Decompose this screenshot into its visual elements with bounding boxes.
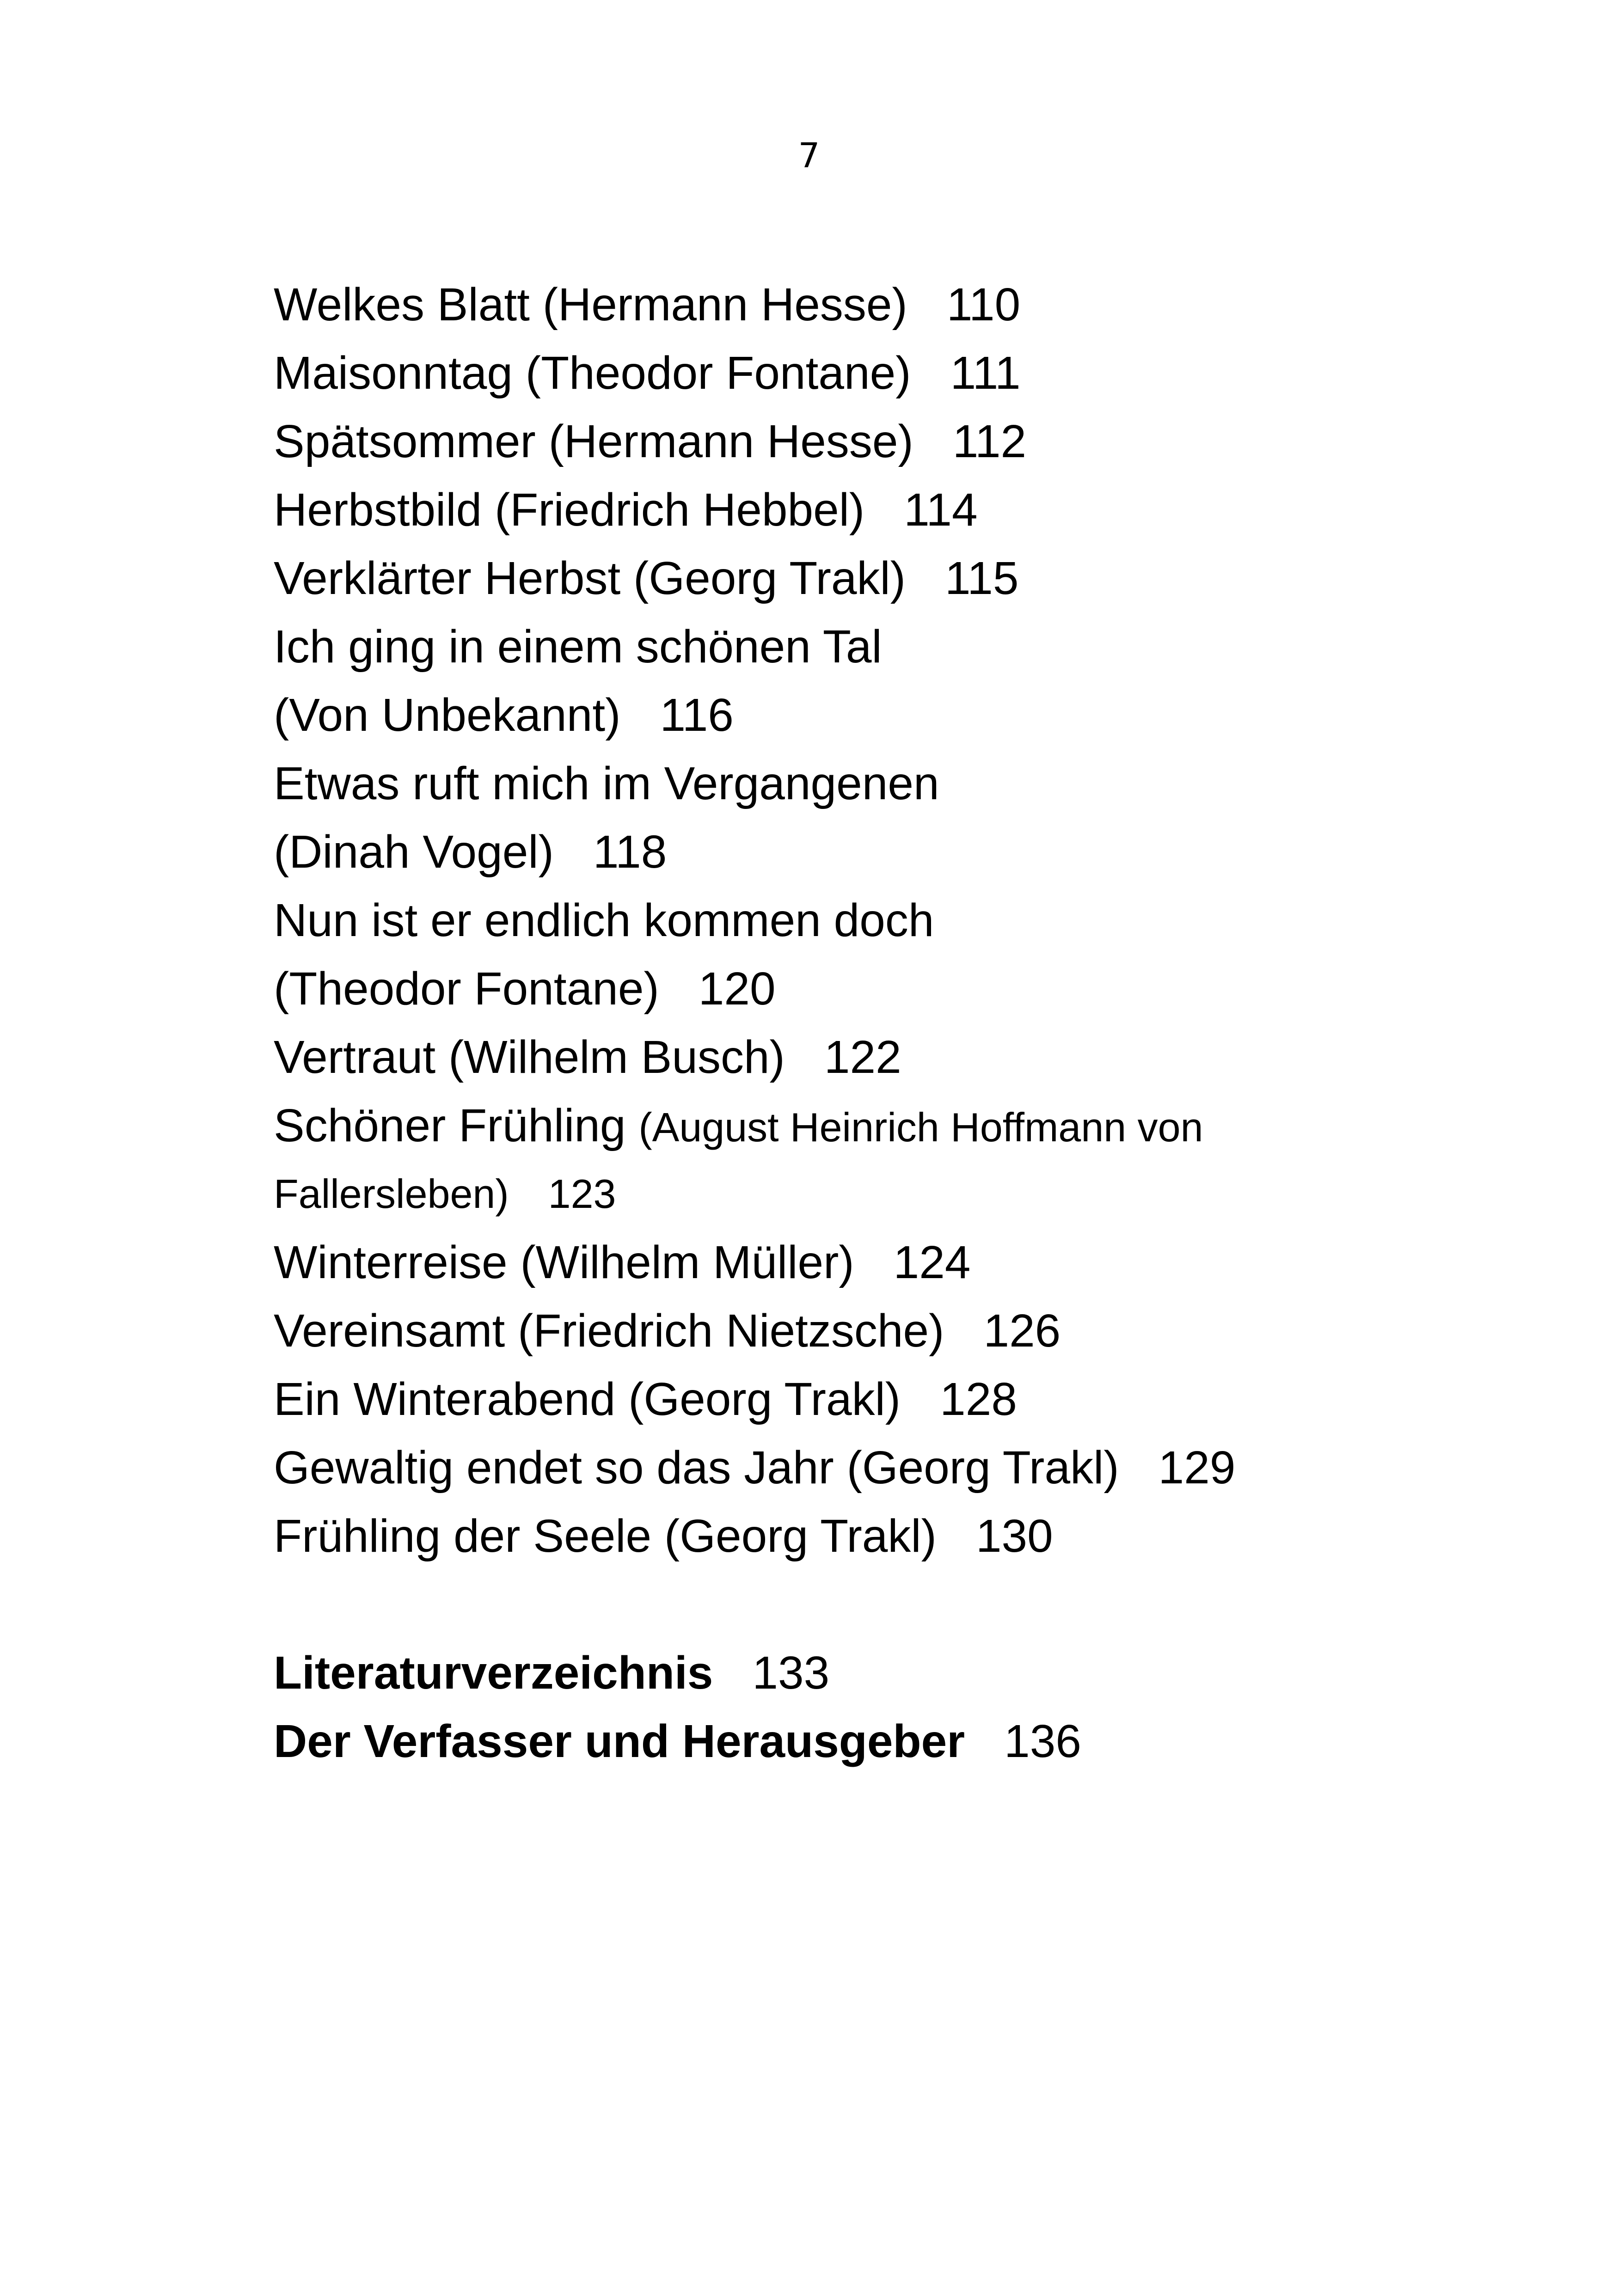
toc-section bbox=[274, 1639, 1568, 1707]
entry-title: Vereinsamt (Friedrich Nietzsche) bbox=[274, 1305, 944, 1357]
entry-page: 118 bbox=[593, 826, 667, 878]
section-page: 133 bbox=[752, 1647, 830, 1699]
entry-page: 114 bbox=[904, 484, 978, 536]
entry-title: (Dinah Vogel) bbox=[274, 826, 554, 878]
entry-page: 112 bbox=[952, 416, 1027, 467]
entry-title: Verklärter Herbst (Georg Trakl) bbox=[274, 552, 906, 604]
entry-title: Welkes Blatt (Hermann Hesse) bbox=[274, 279, 907, 331]
toc-entry bbox=[274, 749, 1568, 818]
entry-title: Vertraut (Wilhelm Busch) bbox=[274, 1031, 785, 1083]
toc-entry bbox=[274, 1502, 1568, 1570]
entry-page: 115 bbox=[945, 552, 1019, 604]
entry-title: Winterreise (Wilhelm Müller) bbox=[274, 1237, 854, 1288]
toc-entry bbox=[274, 681, 1568, 749]
entry-page: 122 bbox=[824, 1031, 901, 1083]
toc-section bbox=[274, 1707, 1568, 1776]
entry-page: 130 bbox=[975, 1510, 1053, 1562]
entry-title: Gewaltig endet so das Jahr (Georg Trakl) bbox=[274, 1442, 1119, 1494]
entry-page: 128 bbox=[940, 1373, 1017, 1425]
entry-page: 129 bbox=[1158, 1442, 1236, 1494]
entry-title: Ein Winterabend (Georg Trakl) bbox=[274, 1373, 901, 1425]
entry-page: 124 bbox=[893, 1237, 971, 1288]
entry-page: 110 bbox=[946, 279, 1021, 331]
section-page: 136 bbox=[1004, 1715, 1081, 1767]
entry-title: Fallersleben) bbox=[274, 1171, 509, 1217]
entry-title: Herbstbild (Friedrich Hebbel) bbox=[274, 484, 865, 536]
toc-entry bbox=[274, 1091, 1568, 1160]
toc-entry bbox=[274, 955, 1568, 1023]
entry-title: Schöner Frühling bbox=[274, 1100, 626, 1151]
toc-entry bbox=[274, 1365, 1568, 1433]
section-title: Der Verfasser und Herausgeber bbox=[274, 1715, 965, 1767]
entry-title: (Von Unbekannt) bbox=[274, 689, 621, 741]
entry-title: Ich ging in einem schönen Tal bbox=[274, 621, 882, 673]
toc-entry bbox=[274, 476, 1568, 544]
toc-entry bbox=[274, 1433, 1568, 1502]
section-title: Literaturverzeichnis bbox=[274, 1647, 713, 1699]
entry-author: (August Heinrich Hoffmann von bbox=[638, 1104, 1203, 1150]
entry-page: 126 bbox=[983, 1305, 1061, 1357]
toc-entry bbox=[274, 407, 1568, 476]
toc-entry bbox=[274, 818, 1568, 886]
entry-title: Maisonntag (Theodor Fontane) bbox=[274, 347, 911, 399]
entry-title: Spätsommer (Hermann Hesse) bbox=[274, 416, 913, 467]
section-spacer bbox=[274, 1570, 1568, 1639]
toc-entry bbox=[274, 270, 1568, 339]
toc-entry bbox=[274, 1297, 1568, 1365]
entry-title: (Theodor Fontane) bbox=[274, 963, 659, 1015]
entry-page: 123 bbox=[548, 1171, 616, 1217]
page-number: 7 bbox=[798, 136, 820, 176]
toc-entry bbox=[274, 544, 1568, 612]
toc-entry bbox=[274, 1228, 1568, 1297]
entry-title: Etwas ruft mich im Vergangenen bbox=[274, 758, 939, 809]
entry-page: 120 bbox=[698, 963, 776, 1015]
entry-title: Frühling der Seele (Georg Trakl) bbox=[274, 1510, 937, 1562]
toc-entry bbox=[274, 1023, 1568, 1091]
entry-title: Nun ist er endlich kommen doch bbox=[274, 894, 934, 946]
toc-entry bbox=[274, 339, 1568, 407]
toc-entry bbox=[274, 886, 1568, 955]
entry-page: 111 bbox=[950, 347, 1021, 399]
table-of-contents bbox=[274, 270, 1568, 1776]
entry-page: 116 bbox=[660, 689, 734, 741]
toc-entry bbox=[274, 612, 1568, 681]
toc-entry bbox=[274, 1160, 1568, 1228]
